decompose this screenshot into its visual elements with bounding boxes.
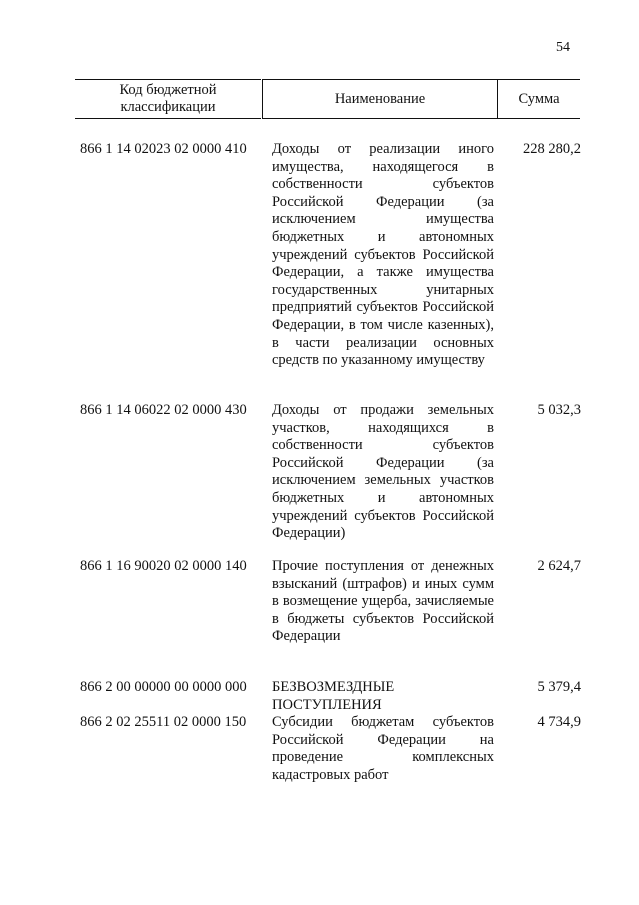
table-row-code: 866 2 02 25511 02 0000 150: [80, 714, 247, 730]
table-row-amount: 5 032,3: [537, 402, 581, 418]
page-number: 54: [556, 40, 570, 55]
table-row-code: 866 1 14 02023 02 0000 410: [80, 141, 247, 157]
table-row-code: 866 1 16 90020 02 0000 140: [80, 558, 247, 574]
table-header-code: Код бюджетной классификации: [75, 79, 261, 119]
table-row-name: БЕЗВОЗМЕЗДНЫЕ ПОСТУПЛЕНИЯ: [272, 679, 395, 713]
table-row-name: Доходы от продажи земельных участков, находящихся в собственности субъектов Российской Федерации (за исключением земельных участков бюджетных и автономных учреждений субъектов Российской Федерации): [272, 402, 494, 542]
table-header-name: Наименование: [262, 79, 497, 119]
table-row-name: Прочие поступления от денежных взысканий (штрафов) и иных сумм в возмещение ущерба, зачисляемые в бюджеты субъектов Российской Федерации: [272, 558, 494, 645]
table-row-name: Доходы от реализации иного имущества, находящегося в собственности субъектов Российской Федерации (за исключением имущества бюджетных и автономных учреждений субъектов Российской Федерации, а также имущества государственных унитарных предприятий субъектов Российской Федерации, в том числе казенных), в части реализации основных средств по указанному имуществу: [272, 141, 494, 369]
table-row-name: Субсидии бюджетам субъектов Российской Федерации на проведение комплексных кадастровых работ: [272, 714, 494, 783]
table-row-amount: 5 379,4: [537, 679, 581, 695]
table-row-amount: 4 734,9: [537, 714, 581, 730]
table-row-amount: 2 624,7: [537, 558, 581, 574]
table-row-code: 866 1 14 06022 02 0000 430: [80, 402, 247, 418]
table-row-amount: 228 280,2: [523, 141, 581, 157]
table-row-code: 866 2 00 00000 00 0000 000: [80, 679, 247, 695]
table-header-sum: Сумма: [497, 79, 580, 119]
